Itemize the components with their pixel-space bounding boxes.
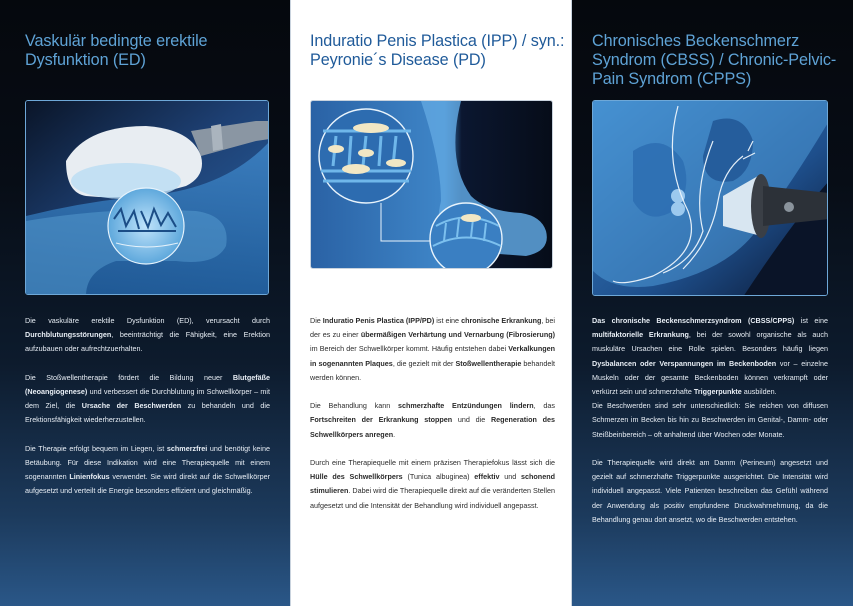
body-text: im Bereich der Schwellkörper kommt. Häufig entstehen dabei <box>310 344 509 354</box>
body-text: Die Behandlung kann <box>310 401 398 411</box>
emphasis-text: Verkalkungen in sogenannten Plaques <box>310 344 555 368</box>
body-text: . Dabei wird die Therapiequelle direkt auf die veränderten Stellen aufgesetzt und die Intensität der Behandlung wird individuell angepasst. <box>310 486 555 510</box>
body-text: und <box>499 472 522 482</box>
panel-body <box>25 314 270 513</box>
paragraph <box>25 314 270 357</box>
emphasis-text: Stoßwellentherapie <box>455 358 522 368</box>
body-text: . <box>393 429 396 439</box>
paragraph <box>310 314 555 385</box>
body-text: Die <box>310 316 323 325</box>
body-text: behandelt werden können. <box>310 358 556 382</box>
body-text: und benötigt keine Betäubung. Für diese Indikation wird eine Therapiequelle mit einem sogenannten <box>25 443 270 482</box>
body-text: ist eine <box>794 316 828 325</box>
panel-body <box>592 314 828 541</box>
body-text: , beeinträchtigt die Fähigkeit, eine Erektion aufzubauen oder aufrechtzuerhalten. <box>25 330 270 354</box>
body-text: Durch eine Therapiequelle mit einem präzisen Therapiefokus lässt sich die <box>310 458 555 467</box>
body-text: Die Stoßwellentherapie fördert die Bildung neuer <box>25 372 233 382</box>
emphasis-text: effektiv <box>474 472 500 482</box>
emphasis-text: Ursache der Beschwerden <box>81 401 182 411</box>
paragraph <box>25 371 270 428</box>
emphasis-text: schmerzfrei <box>166 443 208 453</box>
emphasis-text: Durchblutungsstörungen <box>25 330 112 340</box>
panel-title: Chronisches Beckenschmerz Syndrom (CBSS) / Chronic-Pelvic-Pain Syndrom (CPPS) <box>592 32 837 88</box>
body-text: und verbessert die Durchblutung im Schwellkörper – mit dem Ziel, die <box>25 387 270 411</box>
emphasis-text: Blutgefäße (Neoangiogenese) <box>25 372 270 396</box>
panel-body <box>310 314 555 527</box>
emphasis-text: Hülle des Schwellkörpers <box>310 472 403 482</box>
emphasis-text: multifaktorielle Erkrankung <box>592 330 689 340</box>
emphasis-text: Dysbalancen oder Verspannungen im Beckenboden <box>592 358 777 368</box>
emphasis-text: Fortschreiten der Erkrankung stoppen <box>310 415 453 425</box>
body-text: Die Beschwerden sind sehr unterschiedlich: Sie reichen von diffusen Schmerzen im Becken bis hin zu Beschwerden im Genital-, Damm- oder Steißbeinbereich – oft anhaltend über Wochen oder Monate. <box>592 401 828 439</box>
body-text: ist eine <box>434 316 462 325</box>
paragraph <box>25 442 270 499</box>
emphasis-text: übermäßigen Verhärtung und Vernarbung (Fibrosierung) <box>360 330 555 340</box>
body-text: , bei der es zu einer <box>310 316 555 340</box>
panel-title: Induratio Penis Plastica (IPP) / syn.: Peyronie´s Disease (PD) <box>310 32 565 69</box>
panel-title: Vaskulär bedingte erektile Dysfunktion (ED) <box>25 32 208 69</box>
ipp-illustration <box>310 100 553 269</box>
paragraph <box>592 456 828 527</box>
emphasis-text: schmerzhafte Entzündungen lindern <box>397 401 534 411</box>
panel-cpps <box>572 0 853 606</box>
body-text: (Tunica albuginea) <box>402 472 475 482</box>
body-text: ausbilden. <box>741 387 777 397</box>
emphasis-text: chronische Erkrankung <box>461 316 542 325</box>
panel-ed <box>0 0 290 606</box>
cpps-illustration <box>592 100 828 296</box>
paragraph <box>310 456 555 513</box>
body-text: Die Therapie erfolgt bequem im Liegen, ist <box>25 443 167 453</box>
ed-illustration <box>25 100 269 295</box>
body-text: verwendet. Sie wird direkt auf die Schwellkörper aufgesetzt und verteilt die Energie besonders effizient und gleichmäßig. <box>25 472 270 496</box>
paragraph <box>592 314 828 399</box>
body-text: , bei der sowohl organische als auch muskuläre Ursachen eine Rolle spielen. Besonders häufig liegen <box>592 330 828 354</box>
body-text: und die <box>452 415 491 425</box>
body-text: vor – einzelne Muskeln oder der gesamte Beckenboden können verkrampft oder verkürzt sein und schmerzhafte <box>592 358 829 397</box>
paragraph <box>310 399 555 442</box>
body-text: , das <box>533 401 555 411</box>
paragraph <box>592 399 828 442</box>
emphasis-text: Regeneration des Schwellkörpers anregen <box>310 415 555 439</box>
body-text: zu behandeln und die Erektionsfähigkeit wiederherzustellen. <box>25 401 270 425</box>
panel-ipp <box>290 0 572 606</box>
emphasis-text: Triggerpunkte <box>693 387 742 397</box>
body-text: Die Therapiequelle wird direkt am Damm (Perineum) angesetzt und gezielt auf schmerzhafte Triggerpunkte ausgerichtet. Die Intensität wird individuell angepasst. Viele Patienten beschreiben das Gefühl während der Anwendung als positiv empfundene Druckwahrnehmung, da die Behandlung genau dort ansetzt, wo die Beschwerden entstehen. <box>592 458 828 524</box>
emphasis-text: Das chronische Beckenschmerzsyndrom (CBSS/CPPS) <box>592 316 795 325</box>
emphasis-text: schonend stimulieren <box>310 472 555 496</box>
emphasis-text: Linienfokus <box>69 472 110 482</box>
body-text: Die vaskuläre erektile Dysfunktion (ED), verursacht durch <box>25 316 270 325</box>
emphasis-text: Induratio Penis Plastica (IPP/PD) <box>322 316 435 325</box>
body-text: , die gezielt mit der <box>392 358 456 368</box>
